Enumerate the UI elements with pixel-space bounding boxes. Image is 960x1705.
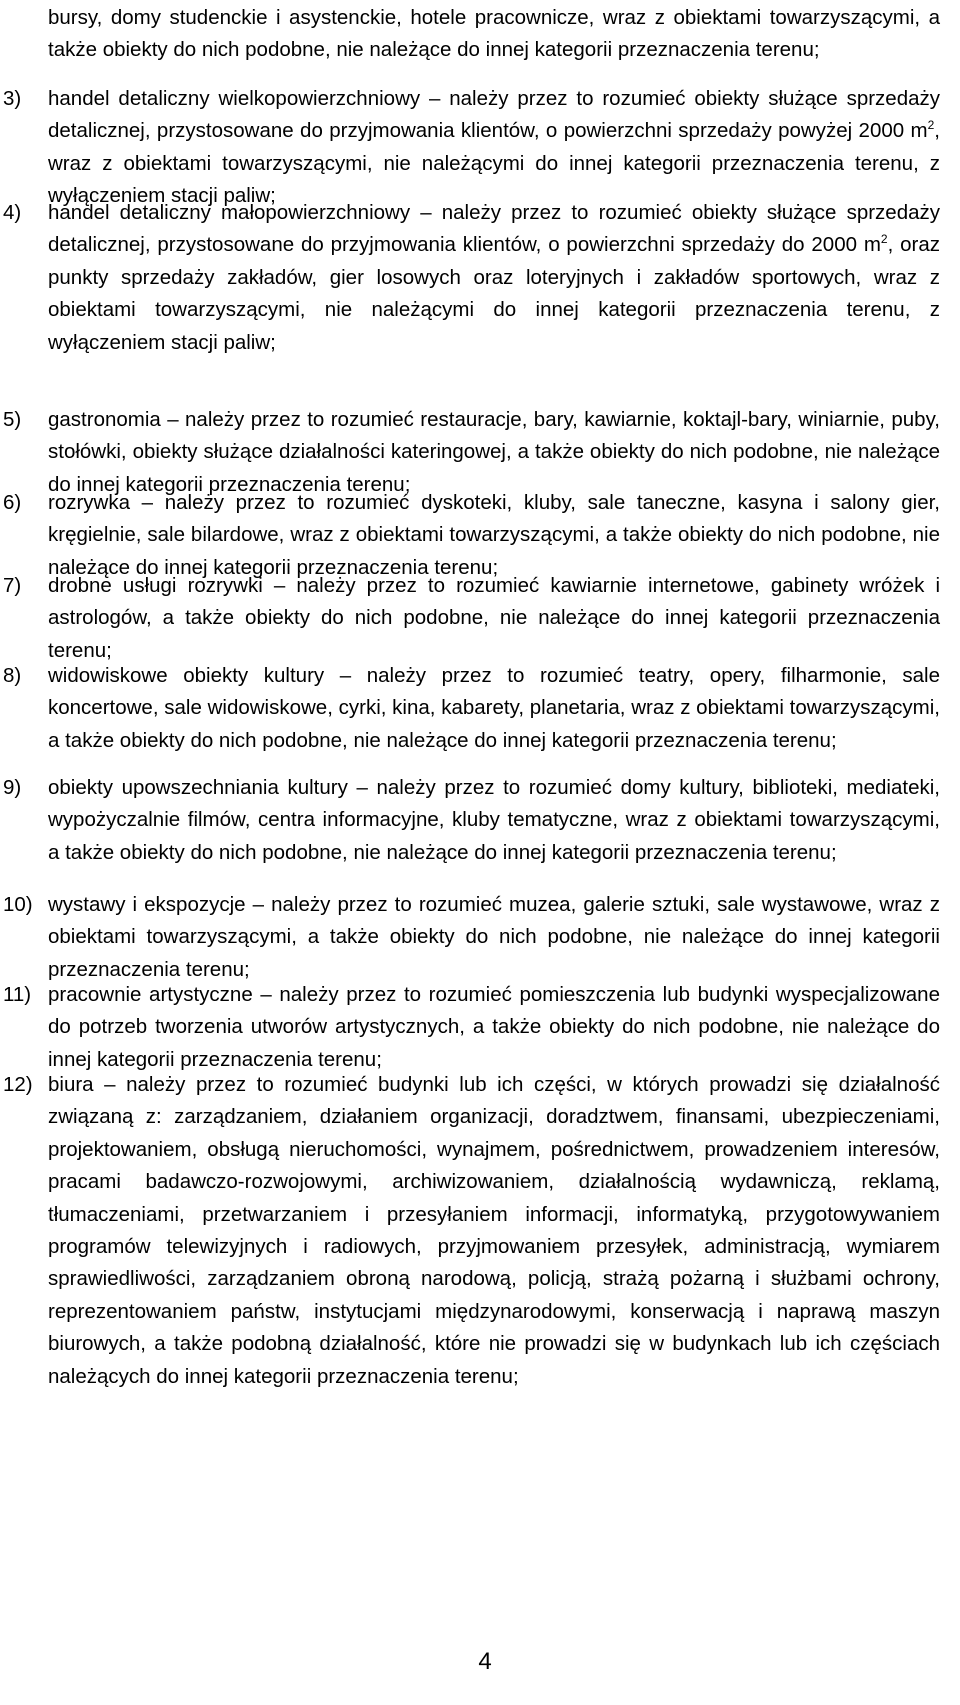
list-item-8: [0, 660, 940, 757]
item-number: 12): [3, 1073, 33, 1096]
item-text: handel detaliczny wielkopowierzchniowy – należy przez to rozumieć obiekty służące sprzedaży detalicznej, przystosowane do przyjmowania klientów, o powierzchni sprzedaży powyżej 2000 $m^2$, wraz z obiektami towarzyszącymi, nie należącymi do innej kategorii przeznaczenia terenu, z wyłączeniem stacji paliw;: [48, 87, 940, 208]
page-number: 4: [478, 1648, 492, 1675]
list-item-4: [0, 197, 940, 359]
list-item-7: [0, 570, 940, 667]
item-number: 8): [3, 664, 22, 687]
item-text: gastronomia – należy przez to rozumieć restauracje, bary, kawiarnie, koktajl-bary, winiarnie, puby, stołówki, obiekty służące działalności kateringowej, a także obiekty do nich podobne, nie należące do innej kategorii przeznaczenia terenu;: [48, 408, 940, 496]
list-item-11: [0, 979, 940, 1076]
item-text: drobne usługi rozrywki – należy przez to rozumieć kawiarnie internetowe, gabinety wróżek i astrologów, a także obiekty do nich podobne, nie należące do innej kategorii przeznaczenia terenu;: [48, 574, 940, 662]
list-item-12: [0, 1069, 940, 1393]
item-text: rozrywka – należy przez to rozumieć dyskoteki, kluby, sale taneczne, kasyna i salony gier, kręgielnie, sale bilardowe, wraz z obiektami towarzyszącymi, a także obiekty do nich podobne, nie należące do innej kategorii przeznaczenia terenu;: [48, 491, 940, 579]
item-number: 11): [3, 983, 32, 1006]
list-item-3: [0, 83, 940, 213]
item-text: widowiskowe obiekty kultury – należy przez to rozumieć teatry, opery, filharmonie, sale koncertowe, sale widowiskowe, cyrki, kina, kabarety, planetaria, wraz z obiektami towarzyszącymi, a także obiekty do nich podobne, nie należące do innej kategorii przeznaczenia terenu;: [48, 664, 940, 752]
item-number: 5): [3, 408, 22, 431]
item-number: 7): [3, 574, 22, 597]
item-number: 9): [3, 776, 22, 799]
item-number: 10): [3, 893, 33, 916]
item-text: handel detaliczny małopowierzchniowy – należy przez to rozumieć obiekty służące sprzedaży detalicznej, przystosowane do przyjmowania klientów, o powierzchni sprzedaży do 2000 $m^2$, oraz punkty sprzedaży zakładów, gier losowych oraz loteryjnych i zakładów sportowych, wraz z obiektami towarzyszącymi, nie należącymi do innej kategorii przeznaczenia terenu, z wyłączeniem stacji paliw;: [48, 201, 940, 354]
list-item-9: [0, 772, 940, 869]
list-item-10: [0, 889, 940, 986]
intro-paragraph: bursy, domy studenckie i asystenckie, hotele pracownicze, wraz z obiektami towarzyszącymi, a także obiekty do nich podobne, nie należące do innej kategorii przeznaczenia terenu;: [48, 6, 940, 62]
item-number: 6): [3, 491, 22, 514]
item-text: pracownie artystyczne – należy przez to rozumieć pomieszczenia lub budynki wyspecjalizowane do potrzeb tworzenia utworów artystycznych, a także obiekty do nich podobne, nie należące do innej kategorii przeznaczenia terenu;: [48, 983, 940, 1071]
item-text: wystawy i ekspozycje – należy przez to rozumieć muzea, galerie sztuki, sale wystawowe, wraz z obiektami towarzyszącymi, a także obiekty do nich podobne, nie należące do innej kategorii przeznaczenia terenu;: [48, 893, 940, 981]
item-number: 4): [3, 201, 22, 224]
item-text: obiekty upowszechniania kultury – należy przez to rozumieć domy kultury, biblioteki, mediateki, wypożyczalnie filmów, centra informacyjne, kluby tematyczne, wraz z obiektami towarzyszącymi, a także obiekty do nich podobne, nie należące do innej kategorii przeznaczenia terenu;: [48, 776, 940, 864]
item-text: biura – należy przez to rozumieć budynki lub ich części, w których prowadzi się działalność związaną z: zarządzaniem, działaniem organizacji, doradztwem, finansami, ubezpieczeniami, projektowaniem, obsługą nieruchomości, wynajmem, pośrednictwem, prowadzeniem interesów, pracami badawczo-rozwojowymi, archiwizowaniem, działalnością wydawniczą, reklamą, tłumaczeniami, przetwarzaniem i przesyłaniem informacji, informatyką, przygotowywaniem programów telewizyjnych i radiowych, przyjmowaniem przesyłek, administracją, wymiarem sprawiedliwości, zarządzaniem obroną narodową, policją, strażą pożarną i służbami ochrony, reprezentowaniem państw, instytucjami międzynarodowymi, konserwacją i naprawą maszyn biurowych, a także podobną działalność, które nie prowadzi się w budynkach lub ich częściach należących do innej kategorii przeznaczenia terenu;: [48, 1073, 940, 1388]
item-number: 3): [3, 87, 22, 110]
